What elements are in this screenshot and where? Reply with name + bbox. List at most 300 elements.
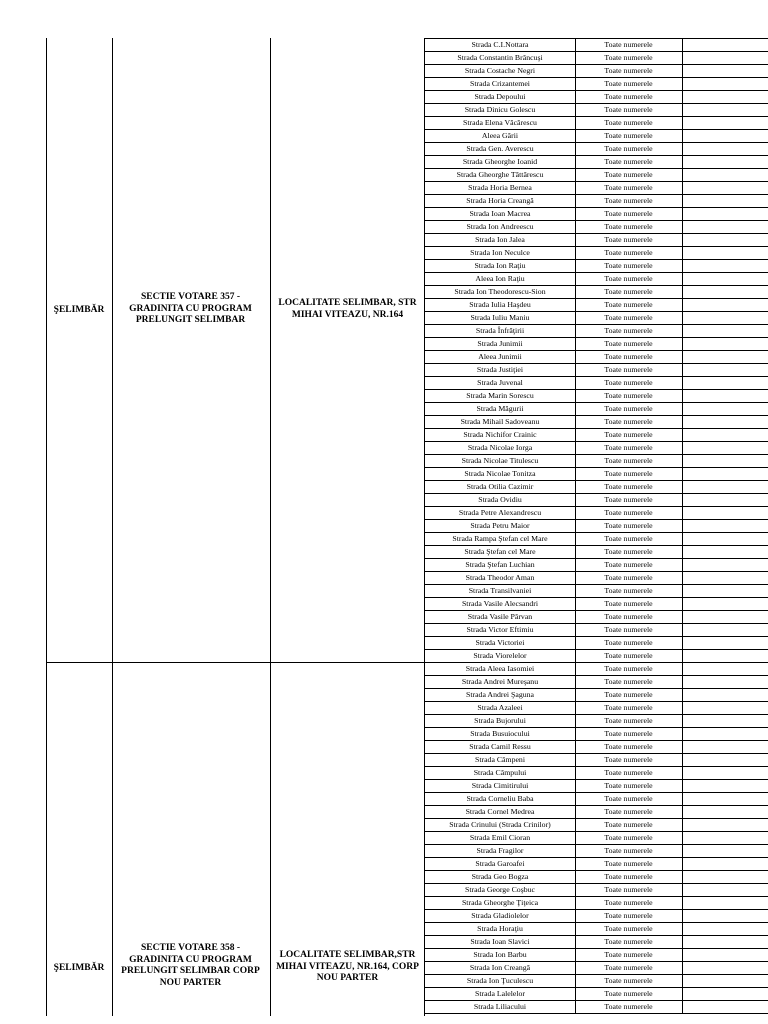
table-row <box>425 428 768 441</box>
street-numbers: Toate numerele <box>604 222 653 231</box>
street-numbers: Toate numerele <box>604 326 653 335</box>
table-row <box>425 155 768 168</box>
table-row <box>425 298 768 311</box>
street-name: Strada Ion Jalea <box>475 235 525 244</box>
row-divider <box>425 961 768 962</box>
locality-cell: ŞELIMBĂR <box>53 963 105 973</box>
street-name: Strada Victor Eftimiu <box>466 625 534 634</box>
street-numbers: Toate numerele <box>604 911 653 920</box>
row-divider <box>425 519 768 520</box>
street-numbers: Toate numerele <box>604 885 653 894</box>
table-row <box>425 766 768 779</box>
street-numbers: Toate numerele <box>604 92 653 101</box>
table-row <box>425 623 768 636</box>
street-name: Strada Marin Sorescu <box>466 391 534 400</box>
row-divider <box>425 51 768 52</box>
table-row <box>425 519 768 532</box>
table-row <box>425 636 768 649</box>
table-row <box>425 558 768 571</box>
column-divider <box>424 38 425 1016</box>
table-row <box>425 532 768 545</box>
street-numbers: Toate numerele <box>604 755 653 764</box>
street-numbers: Toate numerele <box>604 300 653 309</box>
table-row <box>425 818 768 831</box>
table-row <box>425 662 768 675</box>
polling-station-cell: SECTIE VOTARE 357 - GRADINITA CU PROGRAM PRELUNGIT SELIMBAR <box>129 292 252 325</box>
street-numbers: Toate numerele <box>604 391 653 400</box>
street-name: Strada Nicolae Iorga <box>467 443 533 452</box>
column-divider <box>270 38 271 1016</box>
street-numbers: Toate numerele <box>604 378 653 387</box>
table-row <box>425 688 768 701</box>
street-name: Strada Justiţiei <box>476 365 524 374</box>
table-row <box>425 922 768 935</box>
row-divider <box>425 636 768 637</box>
table-row <box>425 467 768 480</box>
street-name: Strada Iuliu Maniu <box>470 313 530 322</box>
row-divider <box>425 285 768 286</box>
street-numbers: Toate numerele <box>604 456 653 465</box>
street-name: Strada Nicolae Titulescu <box>461 456 539 465</box>
table-row <box>425 649 768 662</box>
street-numbers: Toate numerele <box>604 1002 653 1011</box>
street-name: Strada Gheorghe Ioanid <box>462 157 538 166</box>
street-numbers: Toate numerele <box>604 79 653 88</box>
street-numbers: Toate numerele <box>604 274 653 283</box>
table-row <box>425 675 768 688</box>
street-numbers: Toate numerele <box>604 417 653 426</box>
table-row <box>425 441 768 454</box>
row-divider <box>425 766 768 767</box>
street-name: Strada Cimitirului <box>471 781 529 790</box>
table-row <box>425 337 768 350</box>
table-row <box>425 90 768 103</box>
street-numbers: Toate numerele <box>604 833 653 842</box>
street-numbers: Toate numerele <box>604 729 653 738</box>
table-row <box>425 987 768 1000</box>
street-name: Strada Liliacului <box>473 1002 527 1011</box>
table-row <box>425 402 768 415</box>
row-divider <box>425 688 768 689</box>
row-divider <box>425 324 768 325</box>
street-numbers: Toate numerele <box>604 53 653 62</box>
street-numbers: Toate numerele <box>604 807 653 816</box>
street-name: Strada Gen. Averescu <box>466 144 534 153</box>
table-row <box>425 831 768 844</box>
street-numbers: Toate numerele <box>604 703 653 712</box>
table-row <box>425 324 768 337</box>
row-divider <box>425 987 768 988</box>
row-divider <box>425 402 768 403</box>
row-divider <box>425 909 768 910</box>
row-divider <box>425 857 768 858</box>
street-name: Strada C.I.Nottara <box>471 40 529 49</box>
row-divider <box>425 311 768 312</box>
row-divider <box>425 883 768 884</box>
street-name: Strada Ştefan Luchian <box>465 560 535 569</box>
street-name: Strada Corneliu Baba <box>466 794 534 803</box>
street-numbers: Toate numerele <box>604 573 653 582</box>
street-numbers: Toate numerele <box>604 716 653 725</box>
row-divider <box>425 623 768 624</box>
row-divider <box>425 493 768 494</box>
street-numbers: Toate numerele <box>604 469 653 478</box>
street-name: Strada Costache Negri <box>464 66 536 75</box>
street-name: Strada Ion Raţiu <box>474 261 526 270</box>
table-row <box>425 51 768 64</box>
row-divider <box>425 181 768 182</box>
street-numbers: Toate numerele <box>604 404 653 413</box>
street-name: Strada Câmpului <box>473 768 527 777</box>
row-divider <box>425 948 768 949</box>
table-row <box>425 272 768 285</box>
street-name: Strada Otilia Cazimir <box>466 482 534 491</box>
table-row <box>425 740 768 753</box>
street-numbers: Toate numerele <box>604 937 653 946</box>
street-name: Strada Gheorghe Tăttărescu <box>456 170 544 179</box>
table-row <box>425 103 768 116</box>
table-row <box>425 870 768 883</box>
street-name: Strada Ioan Slavici <box>470 937 530 946</box>
street-name: Strada Emil Cioran <box>469 833 531 842</box>
street-name: Strada Crinului (Strada Crinilor) <box>449 820 551 829</box>
row-divider <box>425 38 768 39</box>
street-numbers: Toate numerele <box>604 963 653 972</box>
street-numbers: Toate numerele <box>604 196 653 205</box>
row-divider <box>425 740 768 741</box>
table-row <box>425 948 768 961</box>
street-numbers: Toate numerele <box>604 508 653 517</box>
street-name: Strada Junimii <box>477 339 523 348</box>
table-row <box>425 961 768 974</box>
street-numbers: Toate numerele <box>604 495 653 504</box>
street-name: Strada Fragilor <box>476 846 524 855</box>
table-row <box>425 77 768 90</box>
street-name: Strada Ovidiu <box>478 495 522 504</box>
street-numbers: Toate numerele <box>604 677 653 686</box>
table-row <box>425 350 768 363</box>
street-name: Strada Câmpeni <box>474 755 526 764</box>
row-divider <box>425 363 768 364</box>
table-row <box>425 779 768 792</box>
street-numbers: Toate numerele <box>604 365 653 374</box>
table-row <box>425 415 768 428</box>
row-divider <box>425 610 768 611</box>
street-name: Strada Mihail Sadoveanu <box>460 417 540 426</box>
row-divider <box>425 922 768 923</box>
street-numbers: Toate numerele <box>604 261 653 270</box>
table-row <box>425 909 768 922</box>
street-numbers: Toate numerele <box>604 170 653 179</box>
street-numbers: Toate numerele <box>604 859 653 868</box>
table-row <box>425 1000 768 1013</box>
table-row <box>425 207 768 220</box>
row-divider <box>425 298 768 299</box>
row-divider <box>425 194 768 195</box>
table-row <box>425 454 768 467</box>
table-row <box>425 974 768 987</box>
street-numbers: Toate numerele <box>604 547 653 556</box>
table-row <box>425 571 768 584</box>
row-divider <box>425 571 768 572</box>
table-row <box>425 493 768 506</box>
street-numbers: Toate numerele <box>604 950 653 959</box>
street-numbers: Toate numerele <box>604 976 653 985</box>
street-numbers: Toate numerele <box>604 560 653 569</box>
street-name: Strada Aleea Iasomiei <box>465 664 535 673</box>
street-name: Strada Cornel Medrea <box>465 807 535 816</box>
row-divider <box>425 142 768 143</box>
table-row <box>425 597 768 610</box>
street-name: Aleea Ion Raţiu <box>475 274 525 283</box>
column-divider <box>112 38 113 1016</box>
street-numbers: Toate numerele <box>604 235 653 244</box>
table-row <box>425 844 768 857</box>
street-numbers: Toate numerele <box>604 521 653 530</box>
street-numbers: Toate numerele <box>604 924 653 933</box>
street-name: Strada Garoafei <box>475 859 525 868</box>
street-numbers: Toate numerele <box>604 989 653 998</box>
street-name: Strada Camil Ressu <box>469 742 531 751</box>
street-name: Strada George Coşbuc <box>464 885 535 894</box>
table-row <box>425 38 768 51</box>
row-divider <box>425 376 768 377</box>
row-divider <box>425 207 768 208</box>
row-divider <box>425 103 768 104</box>
street-numbers: Toate numerele <box>604 248 653 257</box>
row-divider <box>425 935 768 936</box>
row-divider <box>425 545 768 546</box>
street-numbers: Toate numerele <box>604 742 653 751</box>
table-row <box>425 805 768 818</box>
street-name: Aleea Junimii <box>478 352 522 361</box>
table-row <box>425 857 768 870</box>
street-numbers: Toate numerele <box>604 157 653 166</box>
row-divider <box>425 870 768 871</box>
street-numbers: Toate numerele <box>604 768 653 777</box>
street-numbers: Toate numerele <box>604 183 653 192</box>
table-row <box>425 480 768 493</box>
table-row <box>425 792 768 805</box>
column-divider <box>682 38 683 1014</box>
street-name: Strada Busuiocului <box>470 729 530 738</box>
street-name: Strada Gladiolelor <box>471 911 529 920</box>
table-row <box>425 142 768 155</box>
street-numbers: Toate numerele <box>604 651 653 660</box>
table-row <box>425 116 768 129</box>
street-name: Strada Înfrăţirii <box>475 326 525 335</box>
row-divider <box>425 233 768 234</box>
row-divider <box>425 246 768 247</box>
row-divider <box>425 753 768 754</box>
row-divider <box>425 129 768 130</box>
street-name: Strada Horia Bernea <box>468 183 532 192</box>
polling-station-cell: SECTIE VOTARE 358 - GRADINITA CU PROGRAM PRELUNGIT SELIMBAR CORP NOU PARTER <box>121 943 260 988</box>
street-numbers: Toate numerele <box>604 287 653 296</box>
street-name: Strada Bujorului <box>474 716 526 725</box>
street-name: Strada Vasile Pârvan <box>467 612 533 621</box>
row-divider <box>425 792 768 793</box>
street-numbers: Toate numerele <box>604 40 653 49</box>
street-name: Strada Petru Maior <box>470 521 530 530</box>
row-divider <box>425 779 768 780</box>
street-name: Strada Vasile Alecsandri <box>461 599 539 608</box>
table-row <box>425 389 768 402</box>
table-row <box>425 363 768 376</box>
table-row <box>425 376 768 389</box>
street-numbers: Toate numerele <box>604 131 653 140</box>
street-name: Strada Ion Ţuculescu <box>466 976 534 985</box>
row-divider <box>425 714 768 715</box>
table-row <box>425 714 768 727</box>
row-divider <box>425 467 768 468</box>
address-cell: LOCALITATE SELIMBAR, STR MIHAI VITEAZU, NR.164 <box>278 298 417 320</box>
street-name: Strada Ion Neculce <box>470 248 530 257</box>
row-divider <box>425 428 768 429</box>
row-divider <box>425 337 768 338</box>
street-name: Strada Theodor Aman <box>465 573 535 582</box>
street-numbers: Toate numerele <box>604 781 653 790</box>
table-row <box>425 168 768 181</box>
street-name: Strada Nicolae Tonitza <box>464 469 536 478</box>
street-numbers: Toate numerele <box>604 872 653 881</box>
street-numbers: Toate numerele <box>604 313 653 322</box>
row-divider <box>425 701 768 702</box>
row-divider <box>425 415 768 416</box>
row-divider <box>425 818 768 819</box>
street-numbers: Toate numerele <box>604 209 653 218</box>
street-name: Strada Ion Creangă <box>469 963 531 972</box>
table-row <box>425 311 768 324</box>
table-row <box>425 610 768 623</box>
table-row <box>425 506 768 519</box>
table-row <box>425 194 768 207</box>
street-numbers: Toate numerele <box>604 352 653 361</box>
row-divider <box>425 805 768 806</box>
row-divider <box>425 844 768 845</box>
locality-cell: ŞELIMBĂR <box>53 305 105 315</box>
street-name: Strada Horaţiu <box>477 924 523 933</box>
row-divider <box>425 974 768 975</box>
row-divider <box>425 155 768 156</box>
street-name: Strada Horia Creangă <box>466 196 534 205</box>
street-name: Strada Ion Andreescu <box>466 222 534 231</box>
street-numbers: Toate numerele <box>604 794 653 803</box>
row-divider <box>425 168 768 169</box>
street-name: Strada Petre Alexandrescu <box>458 508 542 517</box>
street-name: Strada Viorelelor <box>473 651 527 660</box>
table-row <box>425 259 768 272</box>
address-cell: LOCALITATE SELIMBAR,STR MIHAI VITEAZU, NR.164, CORP NOU PARTER <box>276 950 419 983</box>
table-row <box>425 935 768 948</box>
street-numbers: Toate numerele <box>604 339 653 348</box>
column-divider <box>575 38 576 1014</box>
street-numbers: Toate numerele <box>604 599 653 608</box>
row-divider <box>425 1000 768 1001</box>
street-numbers: Toate numerele <box>604 144 653 153</box>
row-divider <box>425 649 768 650</box>
street-numbers: Toate numerele <box>604 898 653 907</box>
table-row <box>425 896 768 909</box>
street-name: Strada Azaleei <box>477 703 523 712</box>
row-divider <box>425 480 768 481</box>
street-numbers: Toate numerele <box>604 625 653 634</box>
table-row <box>425 584 768 597</box>
table-row <box>425 883 768 896</box>
table-row <box>425 753 768 766</box>
row-divider <box>425 64 768 65</box>
row-divider <box>425 896 768 897</box>
street-name: Strada Victoriei <box>475 638 525 647</box>
street-numbers: Toate numerele <box>604 105 653 114</box>
street-name: Strada Dinicu Golescu <box>464 105 536 114</box>
row-divider <box>425 532 768 533</box>
street-name: Strada Ion Theodorescu-Sion <box>454 287 546 296</box>
street-name: Strada Ion Barbu <box>473 950 527 959</box>
column-divider <box>46 38 47 1016</box>
street-name: Strada Elena Văcărescu <box>463 118 537 127</box>
row-divider <box>425 584 768 585</box>
row-divider <box>425 831 768 832</box>
row-divider <box>425 350 768 351</box>
row-divider <box>425 506 768 507</box>
street-name: Strada Andrei Mureşanu <box>461 677 539 686</box>
street-numbers: Toate numerele <box>604 443 653 452</box>
street-name: Strada Juvenal <box>477 378 523 387</box>
street-name: Strada Transilvaniei <box>468 586 532 595</box>
table-row <box>425 181 768 194</box>
row-divider <box>425 441 768 442</box>
row-divider <box>425 389 768 390</box>
street-name: Strada Lalelelor <box>474 989 525 998</box>
street-numbers: Toate numerele <box>604 664 653 673</box>
street-name: Strada Crizantemei <box>470 79 530 88</box>
row-divider <box>425 90 768 91</box>
table-row <box>425 701 768 714</box>
street-name: Strada Iulia Haşdeu <box>469 300 531 309</box>
table-row <box>425 285 768 298</box>
street-name: Strada Gheorghe Ţiţeica <box>461 898 539 907</box>
street-numbers: Toate numerele <box>604 118 653 127</box>
table-row <box>425 220 768 233</box>
street-numbers: Toate numerele <box>604 66 653 75</box>
street-numbers: Toate numerele <box>604 586 653 595</box>
row-divider <box>425 272 768 273</box>
row-divider <box>425 116 768 117</box>
row-divider <box>425 259 768 260</box>
street-name: Strada Nichifor Crainic <box>463 430 537 439</box>
street-numbers: Toate numerele <box>604 430 653 439</box>
table-row <box>425 64 768 77</box>
street-numbers: Toate numerele <box>604 638 653 647</box>
street-name: Strada Depoului <box>474 92 526 101</box>
street-numbers: Toate numerele <box>604 820 653 829</box>
street-numbers: Toate numerele <box>604 482 653 491</box>
row-divider <box>425 727 768 728</box>
street-name: Strada Ioan Macrea <box>469 209 531 218</box>
table-row <box>425 246 768 259</box>
street-numbers: Toate numerele <box>604 534 653 543</box>
street-name: Strada Constantin Brâncuşi <box>457 53 543 62</box>
row-divider <box>425 454 768 455</box>
street-name: Strada Măgurii <box>476 404 524 413</box>
street-name: Strada Rampa Ştefan cel Mare <box>452 534 548 543</box>
table-row <box>425 233 768 246</box>
street-name: Strada Geo Bogza <box>471 872 529 881</box>
street-name: Strada Ştefan cel Mare <box>464 547 536 556</box>
street-numbers: Toate numerele <box>604 846 653 855</box>
table-row <box>425 545 768 558</box>
